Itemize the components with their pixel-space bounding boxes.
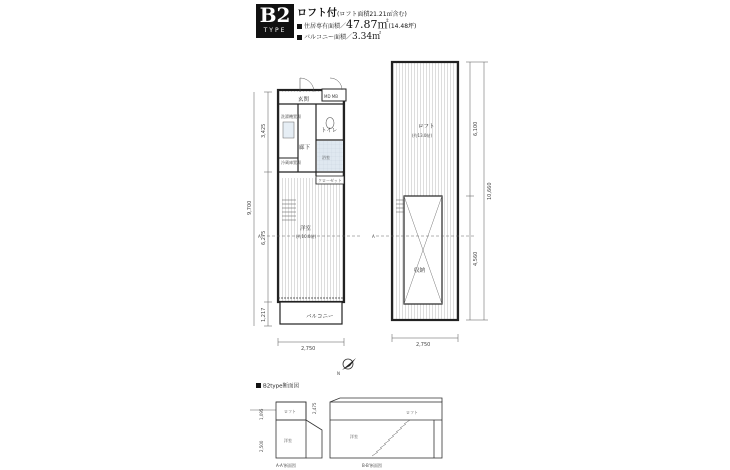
storage-label: 収納 [414,268,426,274]
floor1-dim-width: 2,750 [301,346,316,352]
title-note: (ロフト面積21.21㎡含む) [337,11,407,18]
floor2-dim-total: 10,660 [487,182,493,200]
toilet-label: トイレ [321,128,338,134]
bb-room-label: 洋室 [350,434,358,439]
svg-text:N: N [337,371,340,376]
sections-title: B2type断面図 [263,383,300,390]
mb-label: MD MB [324,94,338,99]
type-label: TYPE [263,27,287,34]
living-label: 洋室 [300,226,312,232]
aa-loft-label: ロフト [284,409,296,414]
balcony-label: バルコニー面積／ [304,34,353,41]
area-value: 47.87㎡ [346,18,389,31]
title-text: ロフト付 [297,8,337,19]
washbasin-icon [283,122,294,138]
loft-label: ロフト [418,124,435,130]
north-arrow-icon [337,358,356,376]
toilet-icon [326,118,334,129]
bath-area [317,141,343,171]
floor2-plan [376,62,476,320]
floor1-plan [262,78,362,324]
bb-section-label: B-B'断面図 [362,463,382,468]
closet-label: クローゼット [318,178,342,183]
balcony-value: 3.34㎡ [352,32,382,42]
floor1-dim-upper: 3,425 [261,123,267,138]
floor2-dim-lower: 4,560 [473,251,479,266]
section-diagrams [250,382,442,469]
floor1-dim-balcony: 1,217 [261,307,267,322]
floor1-dim-total: 9,700 [247,200,253,215]
aa-dim-upper: 1,095 [259,408,264,420]
floor2-dim-upper: 6,100 [473,121,479,136]
area-label: 住居専有面積／ [304,23,347,30]
aa-section-label: A-A'断面図 [276,463,296,468]
floor2-section-mark: A [372,234,375,239]
corridor-label: 廊下 [299,145,311,151]
washer-label: 洗濯機置場 [281,114,301,119]
type-code: B2 [259,3,291,27]
aa-dim-right: 2,475 [312,402,317,414]
floor1-dim-lower: 6,275 [261,230,267,245]
aa-room-label: 洋室 [284,438,292,443]
bb-loft-label: ロフト [406,410,418,415]
area-tsubo: (14.48坪) [388,23,417,30]
living-size: (約10.0帖) [296,234,317,239]
fridge-label: 冷蔵庫置場 [281,160,301,165]
entrance-label: 玄関 [298,97,310,103]
balcony-outline [280,302,342,324]
section-bb [330,398,442,458]
loft-size: (約13.0帖) [412,133,433,138]
floor2-dim-width: 2,750 [416,342,431,348]
bath-label: 浴室 [322,155,330,160]
balcony-label: バルコニー [306,314,334,320]
floor1-section-mark: A [258,234,261,239]
aa-dim-lower: 2,500 [259,440,264,452]
